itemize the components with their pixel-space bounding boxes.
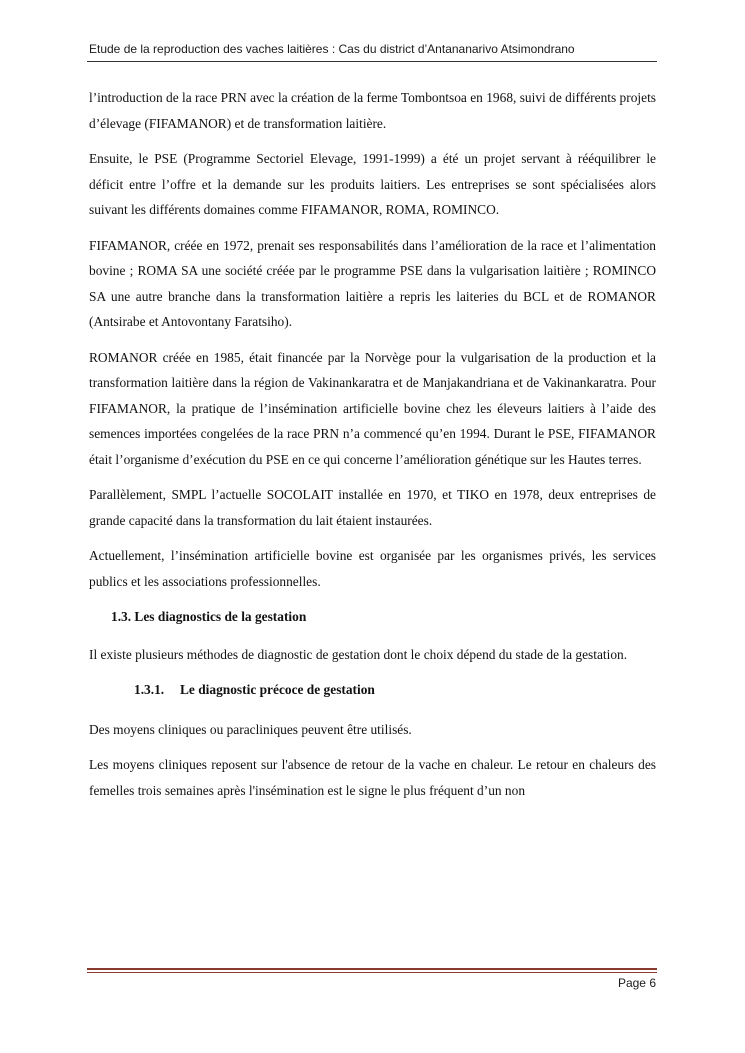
paragraph-insemination: Actuellement, l’insémination artificielle bovine est organisée par les organismes privés, les services publics et les associations professionnelles. (89, 548, 656, 589)
paragraph-pse: Ensuite, le PSE (Programme Sectoriel Elevage, 1991-1999) a été un projet servant à rééquilibrer le déficit entre l’offre et la demande sur les produits laitiers. Les entreprises se sont spécialisées alors suivant les différents domaines comme FIFAMANOR, ROMA, ROMINCO. (89, 151, 656, 217)
section-title: Le diagnostic précoce de gestation (180, 682, 375, 697)
header-divider (87, 61, 657, 62)
section-number: 1.3.1. (134, 682, 165, 697)
section-heading-1-3: 1.3. Les diagnostics de la gestation (111, 609, 307, 624)
page-number: Page 6 (617, 976, 656, 990)
paragraph-diagnostic-methods: Il existe plusieurs méthodes de diagnostic de gestation dont le choix dépend du stade de la gestation. (89, 646, 628, 662)
section-heading-1-3-1 (134, 677, 656, 703)
paragraph-clinical-means: Des moyens cliniques ou paracliniques peuvent être utilisés. (89, 721, 412, 737)
running-header: Etude de la reproduction des vaches laitières : Cas du district d’Antananarivo Atsimondrano (89, 42, 575, 56)
paragraph-romanor: ROMANOR créée en 1985, était financée par la Norvège pour la vulgarisation de la production et la transformation laitière dans la région de Vakinankaratra et de Manjakandriana et de Vakinankaratra. Pour FIFAMANOR, la pratique de l’insémination artificielle bovine chez les éleveurs laitiers à l’aide des semences importées congelées de la race PRN n’a commencé qu’en 1994. Durant le PSE, FIFAMANOR était l’organisme d’exécution du PSE en ce qui concerne l’amélioration génétique sur les Hautes terres. (89, 349, 656, 467)
paragraph-smpl: Parallèlement, SMPL l’actuelle SOCOLAIT installée en 1970, et TIKO en 1978, deux entreprises de grande capacité dans la transformation du lait étaient instaurées. (89, 487, 656, 528)
footer-divider-thin (87, 972, 657, 973)
paragraph-continuation: l’introduction de la race PRN avec la création de la ferme Tombontsoa en 1968, suivi de différents projets d’élevage (FIFAMANOR) et de transformation laitière. (89, 90, 656, 131)
paragraph-fifamanor: FIFAMANOR, créée en 1972, prenait ses responsabilités dans l’amélioration de la race et l’alimentation bovine ; ROMA SA une société créée par le programme PSE dans la vulgarisation laitière ; ROMINCO SA une autre branche dans la transformation laitière a repris les laiteries du BCL et de ROMANOR (Antsirabe et Antovontany Faratsiho). (89, 237, 656, 329)
document-body (89, 85, 656, 803)
paragraph-clinical-signs: Les moyens cliniques reposent sur l'absence de retour de la vache en chaleur. Le retour en chaleurs des femelles trois semaines après l'insémination est le signe le plus fréquent d’un non (89, 757, 656, 798)
footer-divider-thick (87, 968, 657, 970)
